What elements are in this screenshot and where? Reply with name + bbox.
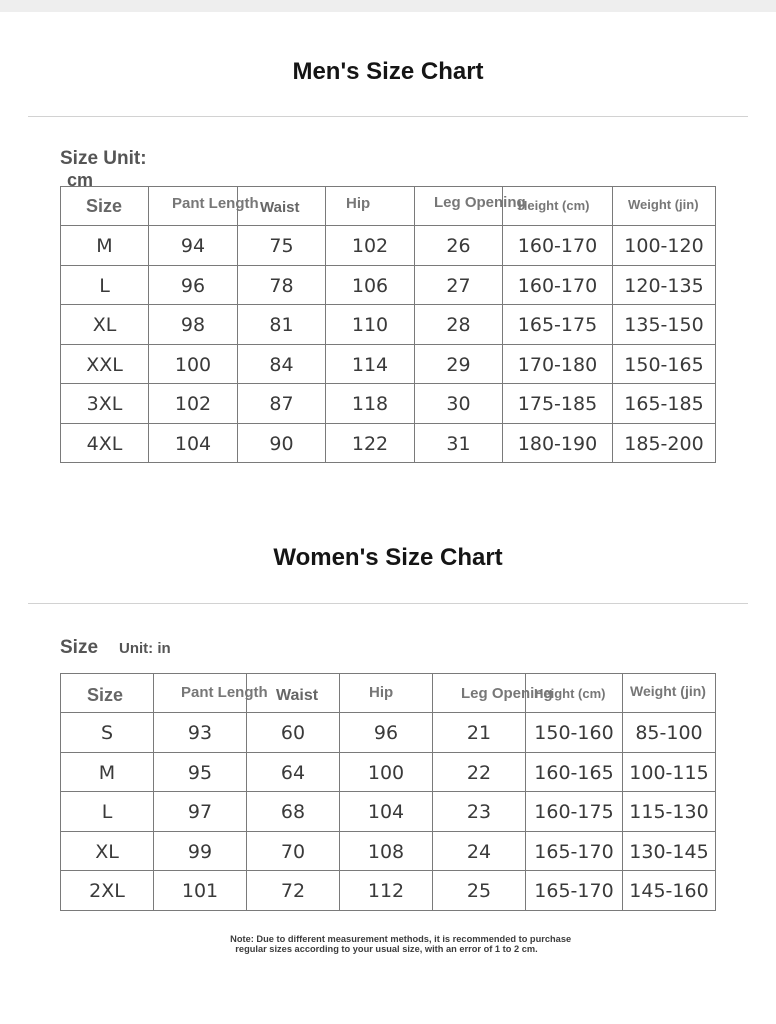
men-table-cell: 160-170 [503, 226, 613, 266]
women-table-row [61, 831, 716, 871]
note-line-2: regular sizes according to your usual size, with an error of 1 to 2 cm. [235, 944, 538, 954]
men-table-cell: 102 [149, 384, 238, 424]
women-table-cell: 130-145 [623, 831, 716, 871]
men-table-cell: 81 [238, 305, 326, 345]
men-table-cell: 150-165 [613, 344, 716, 384]
men-table-cell: 106 [326, 265, 415, 305]
women-table-cell: 22 [433, 752, 526, 792]
women-unit-label: Unit: in [119, 640, 171, 657]
men-table-cell: 120-135 [613, 265, 716, 305]
men-table-cell: M [61, 226, 149, 266]
women-header-row [61, 674, 716, 713]
men-table-cell: 160-170 [503, 265, 613, 305]
men-header-row [61, 187, 716, 226]
men-header-weight: Weight (jin) [613, 187, 716, 226]
women-table-cell: 85-100 [623, 713, 716, 753]
men-table-cell: 98 [149, 305, 238, 345]
women-table-cell: 112 [340, 871, 433, 911]
women-table-row [61, 792, 716, 832]
men-size-table [60, 186, 716, 463]
men-table-cell: 4XL [61, 423, 149, 463]
women-table-cell: 25 [433, 871, 526, 911]
men-table-cell: 78 [238, 265, 326, 305]
women-header-leg-opening: Leg Opening [433, 674, 526, 713]
men-table-cell: 3XL [61, 384, 149, 424]
note-line-1: Note: Due to different measurement methods, it is recommended to purchase [230, 934, 572, 944]
men-table-cell: 29 [415, 344, 503, 384]
women-table-cell: 70 [247, 831, 340, 871]
men-table-row [61, 265, 716, 305]
women-table-cell: 72 [247, 871, 340, 911]
men-table-cell: 175-185 [503, 384, 613, 424]
men-table-cell: 185-200 [613, 423, 716, 463]
men-table-cell: 165-175 [503, 305, 613, 345]
men-table-cell: 27 [415, 265, 503, 305]
women-table-cell: 23 [433, 792, 526, 832]
women-table-cell: 60 [247, 713, 340, 753]
women-table-cell: 104 [340, 792, 433, 832]
men-table-cell: 75 [238, 226, 326, 266]
women-table-cell: 115-130 [623, 792, 716, 832]
women-table-cell: 95 [154, 752, 247, 792]
men-header-size: Size [61, 187, 149, 226]
men-chart-title: Men's Size Chart [292, 58, 484, 85]
women-header-hip: Hip [340, 674, 433, 713]
women-header-weight: Weight (jin) [623, 674, 716, 713]
women-table-cell: 2XL [61, 871, 154, 911]
men-header-pant-length: Pant Length [149, 187, 238, 226]
women-table-cell: 145-160 [623, 871, 716, 911]
men-table-cell: 135-150 [613, 305, 716, 345]
men-table-cell: 165-185 [613, 384, 716, 424]
men-table-cell: 104 [149, 423, 238, 463]
women-header-height: Height (cm) [526, 674, 623, 713]
women-table-cell: 160-175 [526, 792, 623, 832]
women-table-cell: 21 [433, 713, 526, 753]
top-strip [0, 0, 776, 12]
men-table-cell: 31 [415, 423, 503, 463]
women-table-row [61, 713, 716, 753]
men-unit-label: Size Unit: [60, 148, 147, 169]
men-table-cell: 114 [326, 344, 415, 384]
men-table-row [61, 344, 716, 384]
women-table-cell: 100 [340, 752, 433, 792]
women-table-cell: 68 [247, 792, 340, 832]
women-table-cell: 165-170 [526, 831, 623, 871]
women-table-cell: 108 [340, 831, 433, 871]
men-table-cell: XL [61, 305, 149, 345]
women-table-cell: 101 [154, 871, 247, 911]
women-unit-size: Size [60, 637, 99, 658]
men-header-leg-opening: Leg Opening [415, 187, 503, 226]
men-table-cell: 90 [238, 423, 326, 463]
women-table-cell: M [61, 752, 154, 792]
men-table-cell: 100-120 [613, 226, 716, 266]
men-table-cell: 28 [415, 305, 503, 345]
women-table-cell: 96 [340, 713, 433, 753]
women-header-pant-length: Pant Length [154, 674, 247, 713]
women-table-cell: XL [61, 831, 154, 871]
men-header-hip: Hip [326, 187, 415, 226]
men-table-cell: 26 [415, 226, 503, 266]
women-divider [28, 603, 748, 604]
women-table-cell: 99 [154, 831, 247, 871]
men-table-cell: L [61, 265, 149, 305]
men-table-cell: 84 [238, 344, 326, 384]
men-header-waist: Waist [238, 187, 326, 226]
women-table-cell: 64 [247, 752, 340, 792]
men-table-row [61, 384, 716, 424]
men-divider [28, 116, 748, 117]
women-table-cell: S [61, 713, 154, 753]
men-table-cell: 122 [326, 423, 415, 463]
women-header-waist: Waist [247, 674, 340, 713]
men-table-cell: 100 [149, 344, 238, 384]
men-table-cell: XXL [61, 344, 149, 384]
men-table-cell: 96 [149, 265, 238, 305]
women-table-row [61, 871, 716, 911]
women-table-row [61, 752, 716, 792]
women-size-table [60, 673, 716, 911]
men-header-height: Height (cm) [503, 187, 613, 226]
women-table-cell: 165-170 [526, 871, 623, 911]
women-table-cell: 160-165 [526, 752, 623, 792]
women-table-cell: L [61, 792, 154, 832]
men-table-row [61, 423, 716, 463]
men-table-cell: 118 [326, 384, 415, 424]
women-table-cell: 24 [433, 831, 526, 871]
men-table-cell: 94 [149, 226, 238, 266]
men-table-cell: 180-190 [503, 423, 613, 463]
men-table-row [61, 305, 716, 345]
women-table-cell: 97 [154, 792, 247, 832]
women-table-cell: 150-160 [526, 713, 623, 753]
men-table-cell: 110 [326, 305, 415, 345]
women-header-size: Size [61, 674, 154, 713]
men-unit-value: cm [67, 170, 94, 190]
men-table-cell: 30 [415, 384, 503, 424]
men-table-cell: 102 [326, 226, 415, 266]
women-table-cell: 93 [154, 713, 247, 753]
men-table-cell: 170-180 [503, 344, 613, 384]
women-table-cell: 100-115 [623, 752, 716, 792]
men-table-row [61, 226, 716, 266]
men-table-cell: 87 [238, 384, 326, 424]
measurement-note [230, 934, 632, 954]
women-chart-title: Women's Size Chart [273, 544, 503, 571]
